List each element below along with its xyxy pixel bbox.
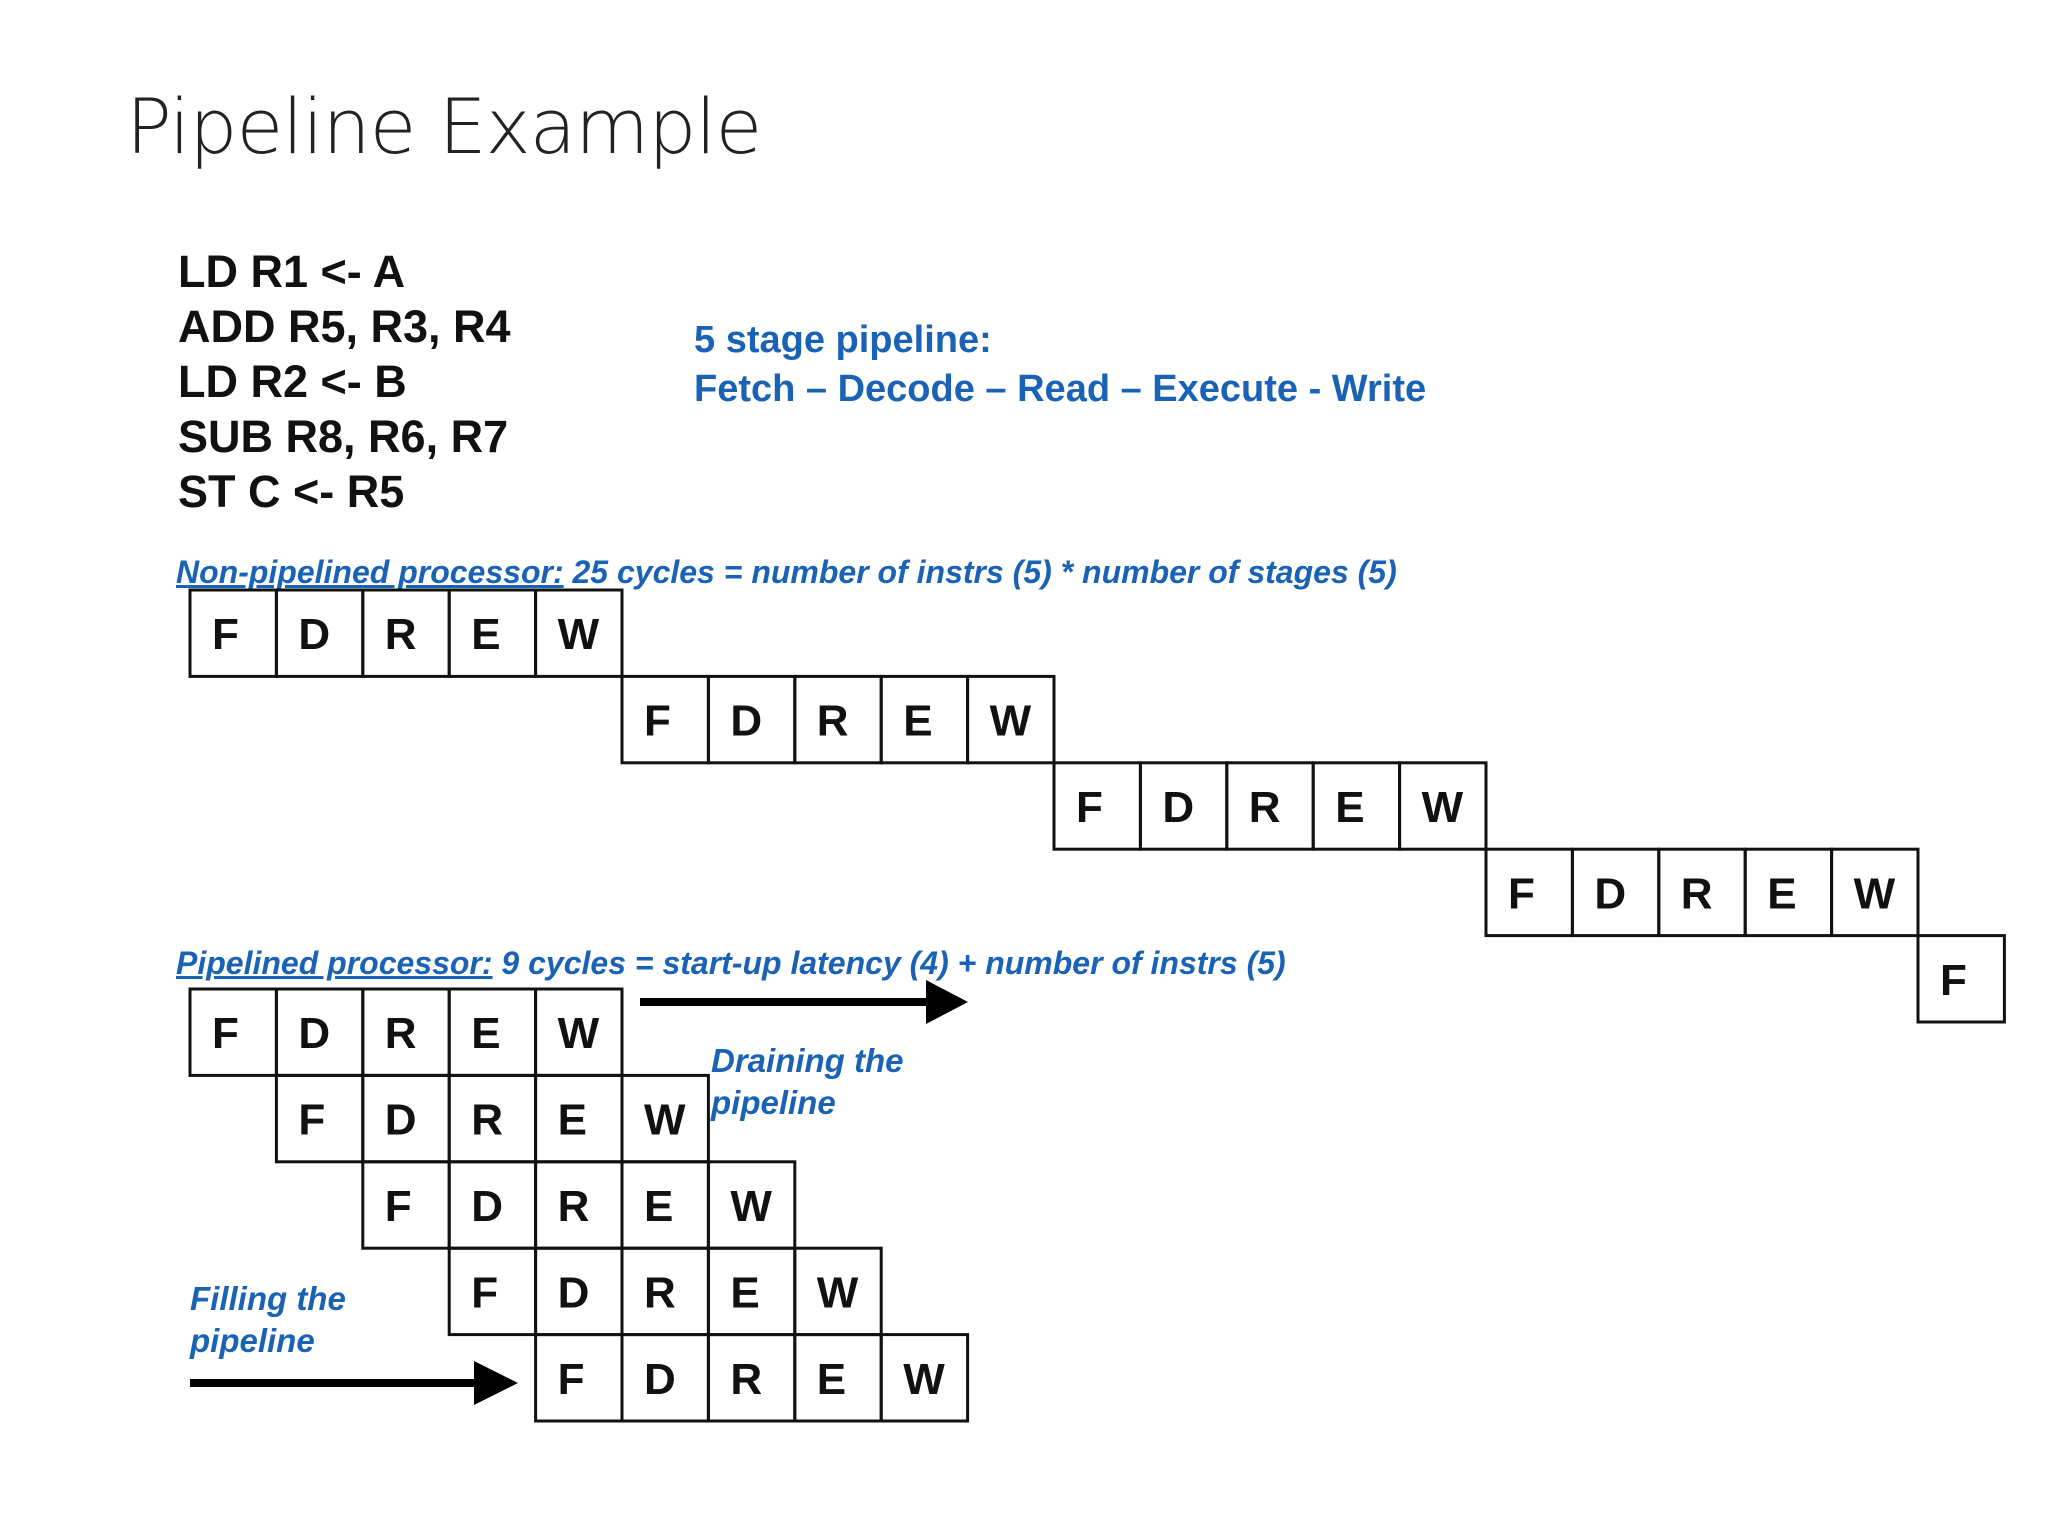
instruction-line: ADD R5, R3, R4 bbox=[178, 301, 511, 352]
draining-note-line: Draining the bbox=[711, 1042, 904, 1079]
non-pipelined-row-4 bbox=[1486, 849, 1918, 935]
page-title: Pipeline Example bbox=[126, 82, 762, 171]
non-pipelined-caption-label: Non-pipelined processor: bbox=[176, 554, 564, 590]
stage-label: W bbox=[816, 1268, 859, 1318]
stage-label: F bbox=[1940, 955, 1967, 1005]
pipelined-row-4 bbox=[449, 1248, 881, 1334]
stage-label: F bbox=[1076, 783, 1103, 832]
stage-label: R bbox=[471, 1095, 503, 1145]
non-pipelined-row-2 bbox=[622, 676, 1054, 762]
stage-label: W bbox=[1421, 783, 1464, 832]
stage-label: E bbox=[557, 1095, 587, 1145]
pipelined-row-2 bbox=[276, 1075, 708, 1161]
stage-label: W bbox=[557, 610, 600, 660]
stage-label: F bbox=[1508, 869, 1535, 919]
stage-label: E bbox=[471, 1009, 501, 1059]
pipeline-stage-list: Fetch – Decode – Read – Execute - Write bbox=[694, 368, 1427, 410]
stage-label: F bbox=[384, 1182, 412, 1231]
stage-label: F bbox=[557, 1354, 585, 1404]
pipelined-row-3 bbox=[363, 1162, 795, 1248]
pipelined-row-5 bbox=[536, 1335, 968, 1421]
stage-label: W bbox=[644, 1095, 686, 1145]
instruction-line: ST C <- R5 bbox=[178, 466, 405, 517]
pipelined-row-1 bbox=[190, 989, 622, 1075]
stage-label: D bbox=[298, 1009, 331, 1059]
stage-label: R bbox=[1680, 869, 1713, 919]
stage-label: D bbox=[471, 1182, 503, 1231]
stage-label: E bbox=[1335, 783, 1365, 832]
stage-label: E bbox=[471, 610, 501, 660]
stage-label: E bbox=[816, 1354, 847, 1404]
stage-label: D bbox=[730, 696, 763, 746]
stage-label: W bbox=[730, 1182, 772, 1231]
instruction-line: SUB R8, R6, R7 bbox=[178, 411, 509, 462]
non-pipelined-timeline bbox=[190, 590, 2004, 1022]
stage-label: D bbox=[1594, 869, 1627, 919]
stage-label: F bbox=[644, 696, 671, 746]
stage-label: E bbox=[644, 1182, 674, 1231]
stage-label: R bbox=[557, 1182, 590, 1231]
pipeline-description-heading: 5 stage pipeline: bbox=[694, 319, 992, 361]
pipelined-timeline bbox=[190, 989, 968, 1421]
stage-label: F bbox=[298, 1095, 326, 1145]
stage-label: W bbox=[989, 696, 1032, 746]
stage-label: D bbox=[1162, 783, 1195, 832]
non-pipelined-row-1 bbox=[190, 590, 622, 676]
stage-label: F bbox=[212, 1009, 239, 1059]
filling-arrow bbox=[190, 1361, 518, 1405]
pipelined-caption-label: Pipelined processor: bbox=[176, 945, 493, 981]
non-pipelined-row-5 bbox=[1918, 936, 2004, 1022]
draining-arrow bbox=[640, 980, 968, 1024]
stage-label: E bbox=[1767, 869, 1797, 919]
stage-label: F bbox=[212, 610, 239, 660]
stage-label: R bbox=[384, 610, 417, 660]
stage-label: W bbox=[903, 1354, 945, 1404]
non-pipelined-caption-formula: 25 cycles = number of instrs (5) * number of stages (5) bbox=[563, 554, 1397, 590]
filling-note-line: pipeline bbox=[190, 1322, 315, 1359]
stage-label: E bbox=[903, 696, 933, 746]
stage-label: R bbox=[384, 1009, 417, 1059]
stage-label: W bbox=[557, 1009, 600, 1059]
pipelined-caption-formula: 9 cycles = start-up latency (4) + number of instrs (5) bbox=[492, 945, 1286, 981]
stage-label: D bbox=[557, 1268, 590, 1318]
filling-note-line: Filling the bbox=[190, 1280, 346, 1317]
instruction-line: LD R2 <- B bbox=[178, 356, 407, 407]
stage-label: D bbox=[298, 610, 331, 660]
draining-note-line: pipeline bbox=[711, 1084, 836, 1121]
stage-label: D bbox=[644, 1354, 676, 1404]
stage-label: R bbox=[1248, 783, 1281, 832]
stage-label: R bbox=[644, 1268, 676, 1318]
stage-label: R bbox=[816, 696, 849, 746]
stage-label: D bbox=[384, 1095, 417, 1145]
stage-label: E bbox=[730, 1268, 760, 1318]
instruction-line: LD R1 <- A bbox=[178, 246, 406, 297]
stage-label: F bbox=[471, 1268, 499, 1318]
stage-label: W bbox=[1853, 869, 1896, 919]
non-pipelined-row-3 bbox=[1054, 763, 1486, 849]
stage-label: R bbox=[730, 1354, 763, 1404]
